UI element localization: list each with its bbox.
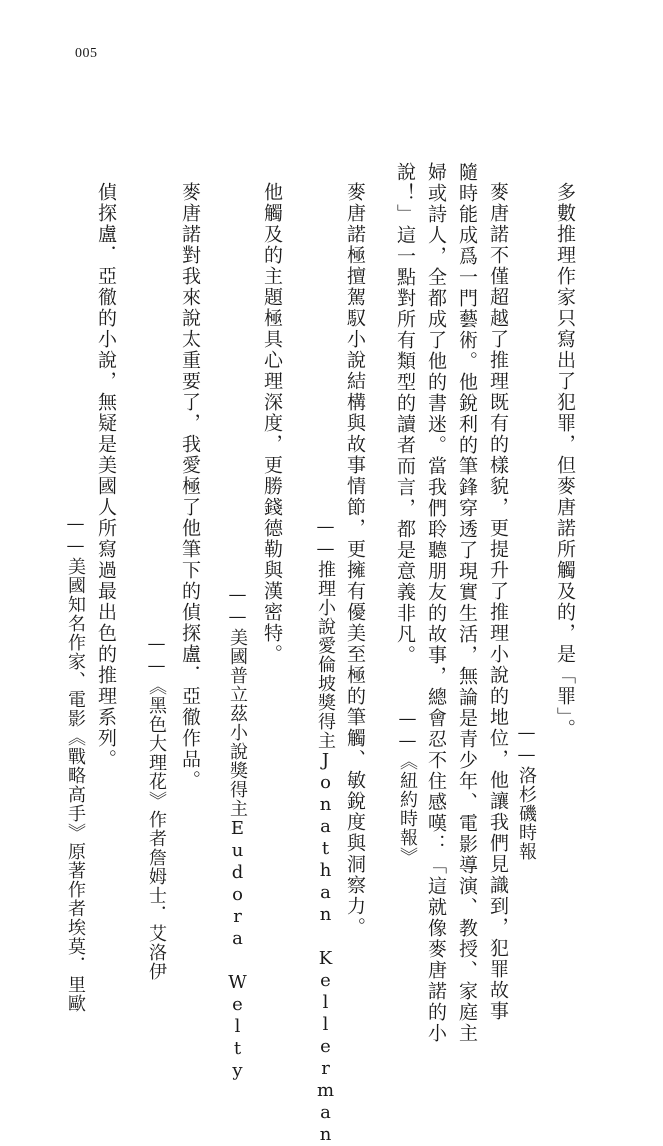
quote-2-line-3: 婦或詩人，全都成了他的書迷。當我們聆聽朋友的故事，總會忍不住感嘆：「這就像麥唐諾的小	[425, 162, 447, 1044]
quote-2-line-4: 說！」這一點對所有類型的讀者而言，都是意義非凡。	[394, 162, 416, 666]
quote-3-line-1: 麥唐諾極擅駕馭小說結構與故事情節，更擁有優美至極的筆觸、敏銳度與洞察力。	[344, 182, 366, 938]
quote-2-attribution: ——《紐約時報》	[397, 708, 418, 866]
quote-6-attribution: ——美國知名作家、電影《戰略高手》原著作者埃莫．里歐	[65, 513, 86, 1013]
quote-2-line-2: 隨時能成爲一門藝術。他銳利的筆鋒穿透了現實生活，無論是青少年、電影導演、教授、家庭主	[456, 162, 478, 1044]
quote-2-line-1: 麥唐諾不僅超越了推理既有的樣貌，更提升了推理小說的地位，他讓我們見識到，犯罪故事	[487, 182, 509, 1022]
quote-1-attribution: ——洛杉磯時報	[516, 722, 537, 861]
quote-1-line-1: 多數推理作家只寫出了犯罪，但麥唐諾所觸及的，是「罪」。	[554, 182, 576, 740]
quote-4-attribution: ——美國普立茲小說獎得主Eudora Welty	[227, 584, 248, 1082]
page-number: 005	[75, 46, 98, 61]
quote-5-attribution: ——《黑色大理花》作者詹姆士．艾洛伊	[146, 633, 167, 981]
quote-5-line-1: 麥唐諾對我來說太重要了，我愛極了他筆下的偵探盧．亞徹作品。	[179, 182, 201, 791]
quote-3-attribution: ——推理小說愛倫坡獎得主Jonathan Kellerman	[315, 516, 336, 1146]
quote-4-line-1: 他觸及的主題極具心理深度，更勝錢德勒與漢密特。	[261, 182, 283, 665]
quote-6-line-1: 偵探盧．亞徹的小說，無疑是美國人所寫過最出色的推理系列。	[95, 182, 117, 770]
